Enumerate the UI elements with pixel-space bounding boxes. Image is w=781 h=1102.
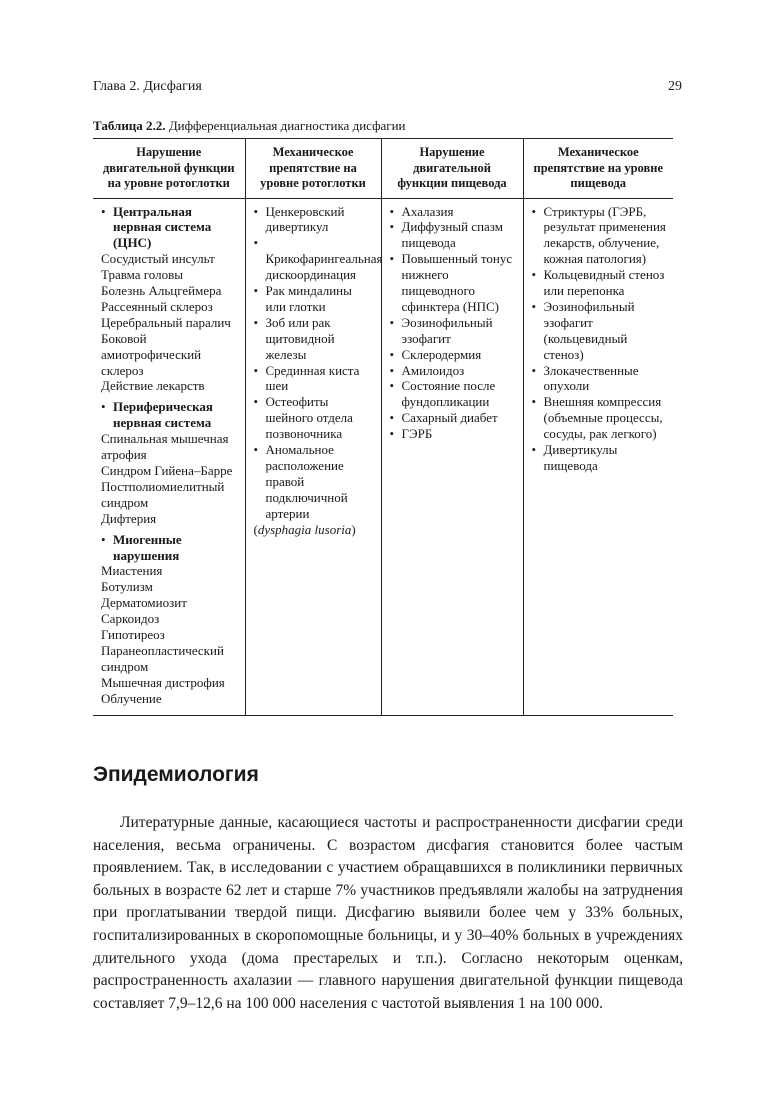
list-item: • Злокачественные опухоли xyxy=(532,363,668,395)
header-esophageal-motor: Нарушение двигательной функции пищевода xyxy=(381,139,523,199)
group-cns xyxy=(101,204,239,395)
list-item: • Срединная киста шеи xyxy=(254,363,375,395)
page-number: 29 xyxy=(668,79,682,94)
list-item: • Сахарный диабет xyxy=(390,410,517,426)
header-oropharyngeal-motor: Нарушение двигательной функции на уровне ротоглотки xyxy=(93,139,245,199)
differential-diagnosis-table xyxy=(93,138,673,716)
list-item: • ГЭРБ xyxy=(390,426,517,442)
table-caption xyxy=(93,117,693,134)
list-item: Дифтерия xyxy=(101,510,157,526)
list-item: Саркоидоз xyxy=(101,611,160,627)
list-item: Мышечная дистрофия xyxy=(101,674,225,690)
cell-esophageal-motor xyxy=(381,198,523,715)
list-item: Рассеянный склероз xyxy=(101,298,213,314)
group-title: • Центральная нервная система (ЦНС) xyxy=(101,204,239,252)
list-item: • Зоб или рак щитовидной железы xyxy=(254,315,375,363)
cell-oropharyngeal-mechanical xyxy=(245,198,381,715)
list-item: • Ахалазия xyxy=(390,204,517,220)
list-item: Действие лекарств xyxy=(101,378,205,394)
list-item: • Эозинофильный эзофагит xyxy=(390,315,517,347)
list-item: Травма головы xyxy=(101,267,183,283)
list-item: • Диффузный спазм пищевода xyxy=(390,219,517,251)
list-item: • Рак миндалины или глотки xyxy=(254,283,375,315)
list-item: • Внешняя компрессия (объемные процессы, сосуды, рак легкого) xyxy=(532,394,668,442)
body-paragraph: Литературные данные, касающиеся частоты и распространенности дисфагии среди населения, весьма ограничены. С возрастом дисфагия становится более частым проявлением. Так, в исследовании с участием обращавшихся в поликлиники первичных больных в возрасте 62 лет и старше 7% участников предъявляли жалобы на затруднения при проглатывании твердой пищи. Дисфагию выявили более чем у 33% больных, госпитализированных в скоропомощные больницы, и у 30–40% больных в учреждениях длительного ухода (дома престарелых и т.п.). Согласно некоторым оценкам, распространенность ахалазии — главного нарушения двигательной функции пищевода составляет 7,9–12,6 на 100 000 населения с частотой выявления 1 на 100 000. xyxy=(93,814,683,1012)
header-oropharyngeal-mechanical: Механическое препятствие на уровне ротоглотки xyxy=(245,139,381,199)
list-item: Церебральный паралич xyxy=(101,314,231,330)
list-item: • Амилоидоз xyxy=(390,363,517,379)
group-title: • Миогенные нарушения xyxy=(101,532,239,564)
list-item: • Крикофарингеальная дискоординация xyxy=(254,235,375,283)
list-item: Болезнь Альцгеймера xyxy=(101,283,222,299)
group-peripheral xyxy=(101,399,239,526)
list-item: Облучение xyxy=(101,690,162,706)
list-item: Ботулизм xyxy=(101,579,153,595)
list-item: • Состояние после фундопликации xyxy=(390,378,517,410)
list-item: Сосудистый инсульт xyxy=(101,251,215,267)
list-item: • Стриктуры (ГЭРБ, результат применения лекарств, облучение, кожная патология) xyxy=(532,204,668,268)
group-title: • Периферическая нервная система xyxy=(101,399,239,431)
list-item: • Ценкеровский дивертикул xyxy=(254,204,375,236)
list-item: • Склеродермия xyxy=(390,347,517,363)
cell-esophageal-mechanical xyxy=(523,198,673,715)
list-item: • Повышенный тонус нижнего пищеводного сфинктера (НПС) xyxy=(390,251,517,315)
list-item: • Аномальное расположение правой подключичной артерии xyxy=(254,442,375,522)
running-head xyxy=(93,78,682,96)
list-item: • Кольцевидный стеноз или перепонка xyxy=(532,267,668,299)
list-item: Миастения xyxy=(101,563,163,579)
italic-note: (dysphagia lusoria) xyxy=(253,521,356,537)
chapter-title: Глава 2. Дисфагия xyxy=(93,79,202,94)
list-item: Спинальная мышечная атрофия xyxy=(101,431,229,463)
dysphagia-lusoria-term: dysphagia lusoria xyxy=(257,521,352,537)
list-item: Гипотиреоз xyxy=(101,627,165,643)
table-body-row xyxy=(93,198,673,715)
list-item: Дерматомиозит xyxy=(101,595,187,611)
list-item: Боковой амиотрофический склероз xyxy=(101,330,202,378)
group-myogenic xyxy=(101,532,239,707)
list-item: Постполиомиелитный синдром xyxy=(101,478,225,510)
table-caption-text: Дифференциальная диагностика дисфагии xyxy=(165,118,406,133)
list-item: • Остеофиты шейного отдела позвоночника xyxy=(254,394,375,442)
header-esophageal-mechanical: Механическое препятствие на уровне пищевода xyxy=(523,139,673,199)
list-item: Паранеопластический синдром xyxy=(101,642,224,674)
list-item: • Дивертикулы пищевода xyxy=(532,442,668,474)
cell-oropharyngeal-motor xyxy=(93,198,245,715)
section-heading: Эпидемиология xyxy=(93,763,259,786)
table-caption-label: Таблица 2.2. xyxy=(93,118,166,133)
table-header-row xyxy=(93,139,673,199)
list-item: Синдром Гийена–Барре xyxy=(101,463,233,478)
list-item: • Эозинофильный эзофагит (кольцевидный стеноз) xyxy=(532,299,668,363)
